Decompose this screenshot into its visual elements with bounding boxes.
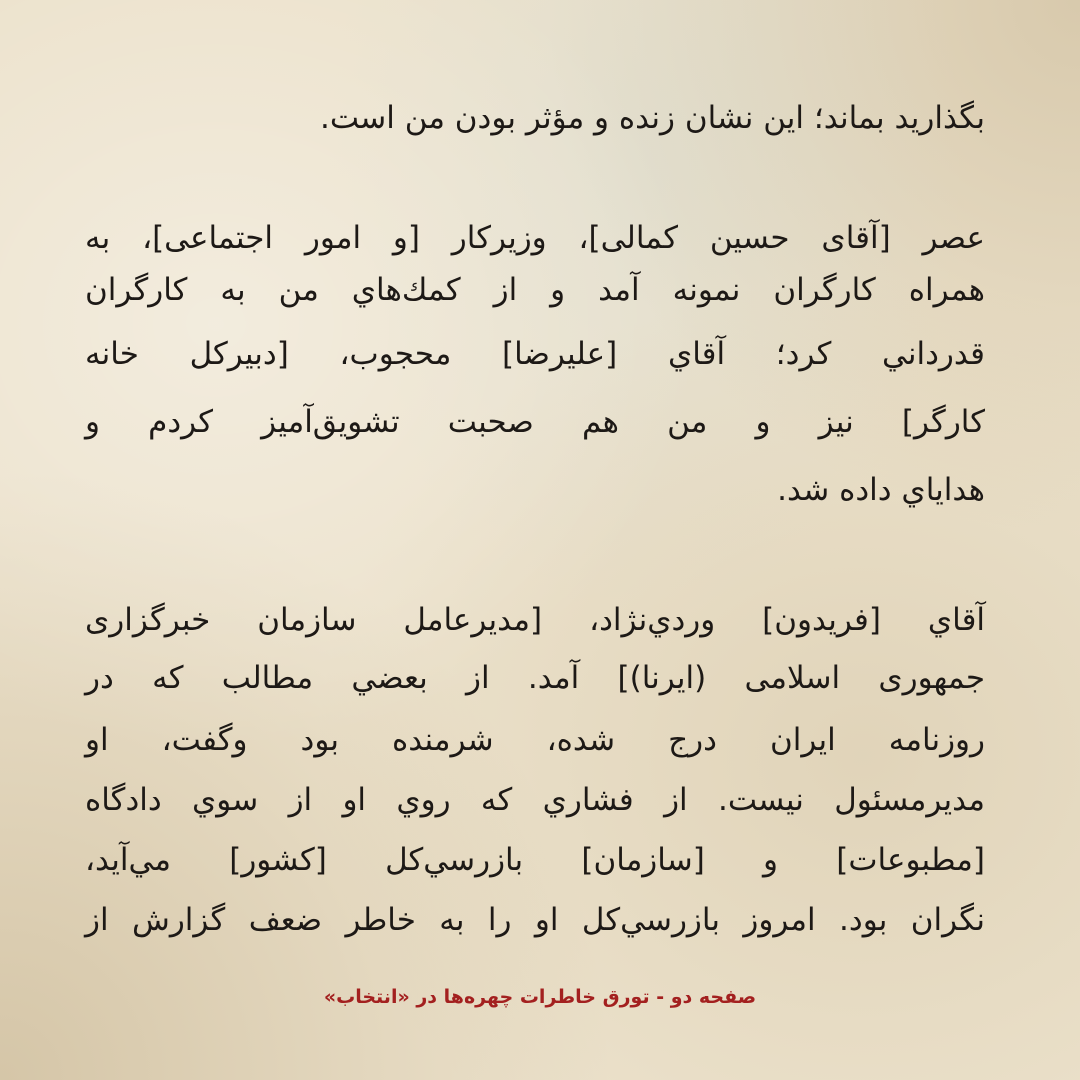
page-footer-caption: صفحه دو - تورق خاطرات چهره‌ها در «انتخاب» — [323, 986, 757, 1008]
text-line: مديرمسئول نيست. از فشاري که روي او از سوي دادگاه — [85, 782, 985, 818]
text-line: جمهوری اسلامی (ايرنا)] آمد. از بعضي مطالب که در — [85, 660, 985, 696]
text-line: آقاي [فريدون] وردي‌نژاد، [مديرعامل سازمان خبرگزاری — [85, 602, 985, 638]
text-line: کارگر] نیز و من هم صحبت تشويق‌آميز کردم و — [85, 404, 985, 440]
text-line: بگذارید بماند؛ این نشان زنده و مؤثر بودن من است. — [319, 100, 985, 136]
text-line: عصر [آقای حسین کمالی]، وزیرکار [و امور اجتماعی]، به — [85, 220, 985, 256]
text-line: [مطبوعات] و [سازمان] بازرسي‌کل [کشور] مي‌آيد، — [85, 842, 985, 878]
text-line: همراه کارگران نمونه آمد و از کمك‌هاي من به کارگران — [85, 272, 985, 308]
text-line: قدرداني کرد؛ آقاي [عليرضا] محجوب، [دبيرکل خانه — [85, 336, 985, 372]
text-line: هداياي داده شد. — [777, 472, 985, 508]
text-line: روزنامه ايران درج شده، شرمنده بود وگفت، او — [85, 722, 985, 758]
text-line: نگران بود. امروز بازرسي‌کل او را به خاطر ضعف گزارش از — [85, 902, 985, 938]
